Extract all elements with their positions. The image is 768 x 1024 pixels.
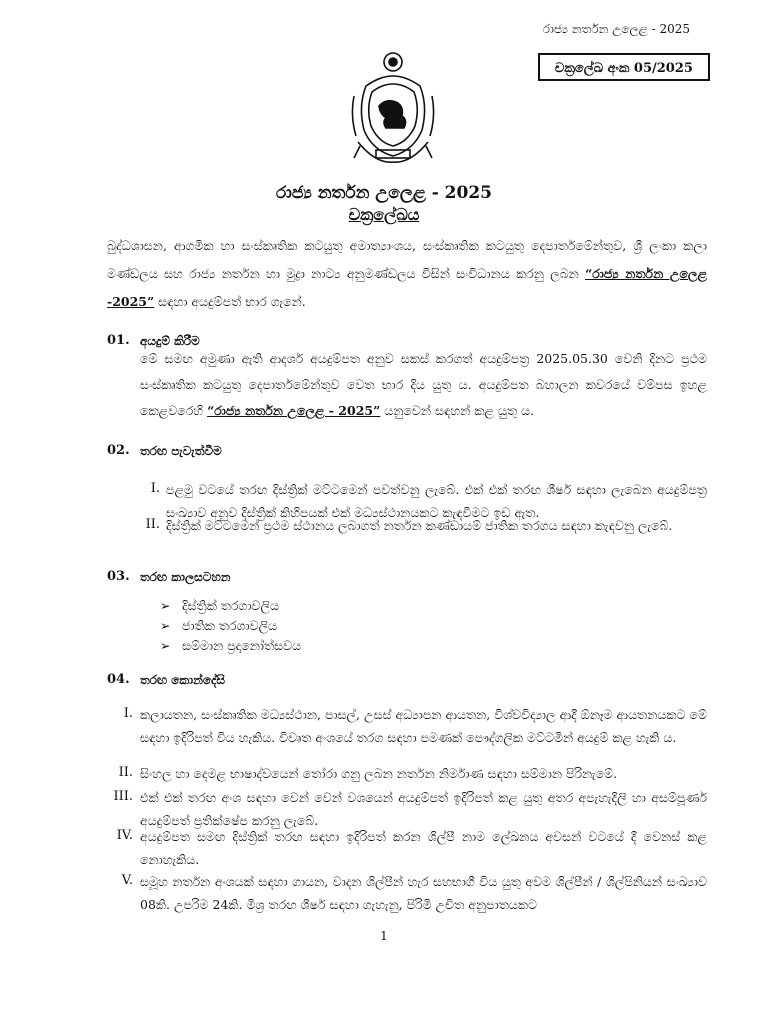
schedule-item: ➢ දිස්ත්‍රික් තරගාවලිය (160, 598, 280, 613)
section-02-item-2: දිස්ත්‍රික් මට්ටමෙන් ප්‍රථම ස්ථානය ලබාගත් නර්තන කණ්ඩායම් ජාතික තරගය සඳහා කැඳවනු ලැබේ. (166, 518, 673, 533)
section-02-number: 02. (107, 443, 130, 458)
document-title: රාජ්‍ය නර්තන උලෙළ - 2025 (275, 183, 493, 203)
schedule-item: ➢ සම්මාන ප්‍රදානෝත්සවය (160, 638, 302, 653)
section-04-item-4-marker: IV. (116, 828, 133, 843)
document-subtitle: චක්‍රලේඛය (348, 205, 420, 224)
arrow-bullet-icon: ➢ (160, 638, 171, 653)
section-04-number: 04. (107, 672, 130, 687)
section-02-heading: තරඟ පැවැත්වීම (140, 444, 222, 458)
section-04-item-1-marker: I. (123, 706, 133, 721)
circular-number-box: චක්‍රලේඛ අංක 05/2025 (538, 53, 710, 81)
arrow-bullet-icon: ➢ (160, 598, 171, 613)
section-04-item-2-marker: II. (118, 765, 133, 780)
running-header: රාජ්‍ය නර්තන උලෙළ - 2025 (542, 22, 690, 36)
page-number: 1 (380, 929, 388, 943)
section-04-item-3-marker: III. (113, 789, 133, 804)
state-emblem-icon (346, 46, 440, 170)
section-01-heading: අයදුම් කිරීම (140, 334, 200, 348)
intro-paragraph: බුද්ධශාසන, ආගමික හා සංස්කෘතික කටයුතු අමාත්‍යාංශය, සංස්කෘතික කටයුතු දෙපාර්තමේන්තුව, ශ්‍රී ලංකා කලා මණ්ඩලය සහ රාජ්‍ය නර්තන හා මුද්‍රා නාට්‍ය අනුමණ්ඩලය විසින් සංවිධානය කරනු ලබන “රාජ්‍ය නර්තන උලෙළ -2025” සඳහා අයදුම්පත් භාර ගැනේ. (107, 238, 707, 309)
section-02-item-1: පළමු වටයේ තරඟ දිස්ත්‍රික් මට්ටමෙන් පවත්වනු ලැබේ. එක් එක් තරඟ ශීර්ෂ සඳහා ලැබෙන අයදුම්පත්‍ර සංඛ්‍යාව අනුව දිස්ත්‍රික් කිහිපයක් එක් මධ්‍යස්ථානයකට කැඳවීමට ඉඩ ඇත. (166, 482, 707, 520)
section-04-heading: තරඟ කොන්දේසි (140, 673, 225, 687)
intro-emphasis: “රාජ්‍ය නර්තන උලෙළ -2025” (107, 266, 707, 309)
section-04-item-2: සිංහල හා දෙමළ භාෂාද්වයෙන් තෝරා ගනු ලබන නර්තන නිර්මාණ සඳහා සම්මාන පිරිනැමේ. (140, 766, 618, 781)
section-04-item-1: කලායතන, සංස්කෘතික මධ්‍යස්ථාන, පාසල්, උසස් අධ්‍යාපන ආයතන, විශ්වවිද්‍යාල ආදී ඕනෑම ආයතනයකට මේ සඳහා ඉදිරිපත් විය හැකිය. විවෘත අංශයේ තරග සඳහා පමණක් පෞද්ගලික මට්ටමින් අයදුම් කළ හැකි ය. (140, 707, 707, 745)
arrow-bullet-icon: ➢ (160, 618, 171, 633)
section-04-item-4: අයදුම්පත සමඟ දිස්ත්‍රික් තරඟ සඳහා ඉදිරිපත් කරන ශිල්පී නාම ලේඛනය අවසන් වටයේ දී වෙනස් කළ නොහැකිය. (140, 829, 707, 867)
section-01-body: මේ සමඟ අමුණා ඇති ආදර්ශ අයදුම්පත අනුව සකස් කරගත් අයදුම්පත්‍ර 2025.05.30 වෙනි දිනට ප්‍රථම සංස්කෘතික කටයුතු දෙපාර්තමේන්තුව වෙත භාර දිය යුතු ය. අයදුම්පත බහාලන කවරයේ වම්පස ඉහළ කෙළවරෙහි “රාජ්‍ය නර්තන උලෙළ - 2025” යනුවෙන් සඳහන් කළ යුතු ය. (140, 351, 707, 418)
schedule-item: ➢ ජාතික තරගාවලිය (160, 618, 278, 633)
section-04-item-5-marker: V. (121, 873, 133, 888)
section-02-item-2-marker: II. (145, 517, 160, 532)
section-04-item-3: එක් එක් තරඟ අංශ සඳහා වෙන් වෙන් වශයෙන් අයදුම්පත් ඉදිරිපත් කළ යුතු අතර අපැහැදිලි හා අසම්පූර්ණ අයදුම්පත් ප්‍රතික්ෂේප කරනු ලැබේ. (140, 790, 707, 828)
section-03-heading: තරඟ කාලසටහන (140, 570, 231, 584)
section-04-item-5: සමූහ නර්තන අංශයක් සඳහා ගායන, වාදන ශිල්පීන් හැර සහභාගී විය යුතු අවම ශිල්පීන් / ශිල්පිනියන් සංඛ්‍යාව 08කි. උපරිම 24කි. මිශ්‍ර තරඟ ශීර්ෂ සඳහා ගැහැනු, පිරිමි උචිත අනුපාතයකට (140, 874, 707, 912)
section-02-item-1-marker: I. (150, 481, 160, 496)
section-01-number: 01. (107, 333, 130, 348)
section-03-number: 03. (107, 569, 130, 584)
